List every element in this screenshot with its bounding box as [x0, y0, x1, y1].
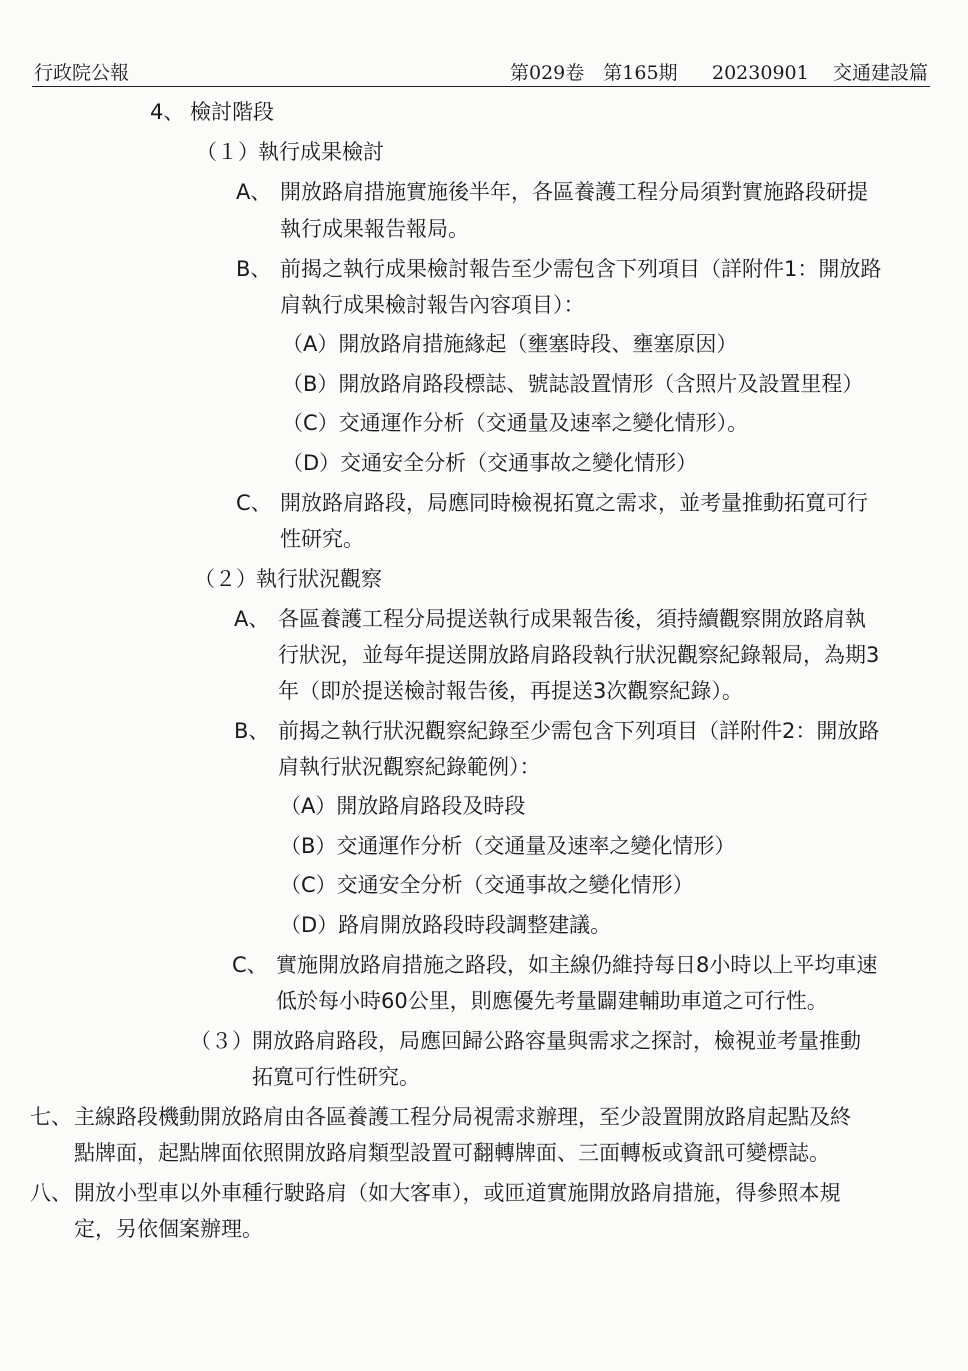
subsection-3-marker: （３） [190, 1029, 253, 1053]
volume-issue: 第029卷 第165期 [510, 62, 678, 84]
item-1b-line: 肩執行成果檢討報告內容項目）： [280, 293, 585, 317]
item-2b-line: 前揭之執行狀況觀察紀錄至少需包含下列項目（詳附件2：開放路 [278, 719, 880, 743]
section-4-marker: 4、 [150, 100, 185, 124]
item-2c-line: 低於每小時60公里，則應優先考量闢建輔助車道之可行性。 [276, 989, 828, 1013]
gazette-header [32, 60, 930, 87]
item-1c-line: 開放路肩路段，局應同時檢視拓寬之需求，並考量推動拓寬可行 [280, 491, 868, 515]
subsection-1-title: 執行成果檢討 [258, 140, 384, 164]
article-7-line: 主線路段機動開放路肩由各區養護工程分局視需求辦理，至少設置開放路肩起點及終 [74, 1105, 851, 1129]
item-1a-line: 開放路肩措施實施後半年，各區養護工程分局須對實施路段研提 [280, 180, 868, 204]
item-1c-line: 性研究。 [280, 527, 364, 551]
gazette-title: 行政院公報 [34, 62, 130, 84]
article-8-line: 定，另依個案辦理。 [74, 1217, 263, 1241]
article-8-line: 開放小型車以外車種行駛路肩（如大客車），或匝道實施開放路肩措施，得參照本規 [74, 1181, 841, 1205]
issue-date: 20230901 [712, 62, 809, 84]
item-2c-line: 實施開放路肩措施之路段，如主線仍維持每日8小時以上平均車速 [276, 953, 878, 977]
article-7-line: 點牌面，起點牌面依照開放路肩類型設置可翻轉牌面、三面轉板或資訊可變標誌。 [74, 1141, 830, 1165]
subsection-3-line: 拓寬可行性研究。 [252, 1065, 420, 1089]
item-1b-line: 前揭之執行成果檢討報告至少需包含下列項目（詳附件1：開放路 [280, 257, 882, 281]
item-2a-line: 各區養護工程分局提送執行成果報告後，須持續觀察開放路肩執 [278, 607, 866, 631]
subsection-3-line: 開放路肩路段，局應回歸公路容量與需求之探討，檢視並考量推動 [252, 1029, 861, 1053]
section-4-title: 檢討階段 [190, 100, 274, 124]
item-1b-marker: B、 [236, 257, 272, 281]
item-2b-line: 肩執行狀況觀察紀錄範例）： [278, 755, 541, 779]
subsection-2-title: 執行狀況觀察 [256, 567, 382, 591]
item-2a-line: 年（即於提送檢討報告後，再提送3次觀察紀錄）。 [278, 679, 743, 703]
item-1a-marker: A、 [236, 180, 272, 204]
subsection-2-marker: （２） [194, 567, 257, 591]
article-8-marker: 八、 [30, 1181, 72, 1205]
item-2a-line: 行狀況，並每年提送開放路肩路段執行狀況觀察紀錄報局，為期3 [278, 643, 880, 667]
item-2a-marker: A、 [234, 607, 270, 631]
item-2c-marker: C、 [232, 953, 268, 977]
section-name: 交通建設篇 [832, 62, 928, 84]
article-7-marker: 七、 [30, 1105, 72, 1129]
item-1c-marker: C、 [236, 491, 272, 515]
item-1a-line: 執行成果報告報局。 [280, 217, 469, 241]
item-2b-marker: B、 [234, 719, 270, 743]
subsection-1-marker: （１） [196, 140, 259, 164]
